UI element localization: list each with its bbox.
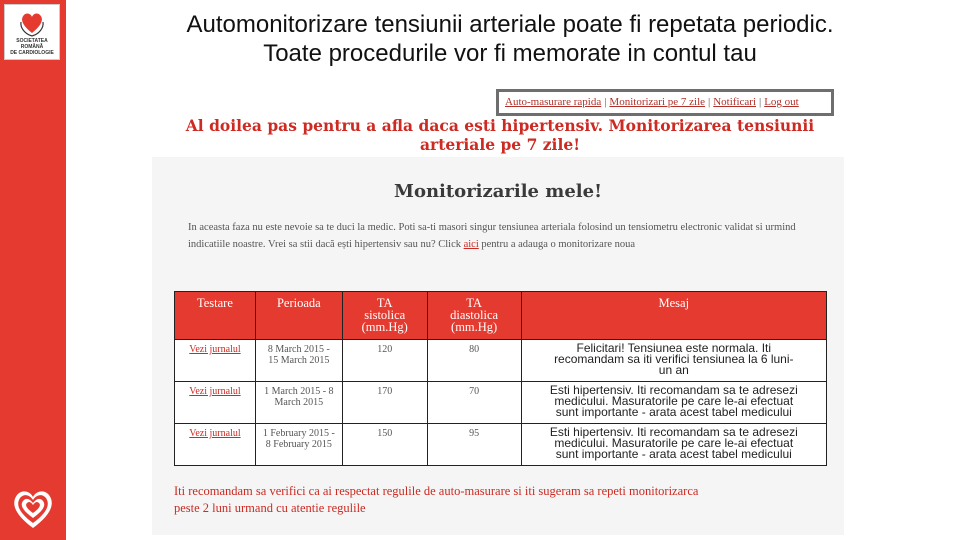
heart-hands-icon <box>17 8 47 38</box>
period-cell <box>255 382 342 424</box>
nav-link-log-out[interactable]: Log out <box>764 96 799 108</box>
message-cell <box>521 382 826 424</box>
step-heading-line2: arteriale pe 7 zile! <box>420 135 580 154</box>
intro-text-part1: In aceasta faza nu este nevoie sa te duci la medic. Poti sa-ti masori singur tensiunea arteriala folosind un tensiometru electronic validat si urmind indicatiile noastre. Vrei sa stii dacă ești hipertensiv sau nu? Click <box>188 222 796 250</box>
header-text: diastolica <box>450 308 499 322</box>
table-row <box>175 424 827 466</box>
message-line: Felicitari! Tensiunea este normala. Iti <box>576 341 772 355</box>
nav-separator: | <box>604 96 607 108</box>
nav-link-notifications[interactable]: Notificari <box>713 96 756 108</box>
nav-separator: | <box>708 96 711 108</box>
view-journal-link[interactable]: Vezi jurnalul <box>175 424 256 466</box>
message-line: sunt importante - arata acest tabel medicului <box>555 447 792 461</box>
monitoring-panel <box>152 157 844 535</box>
period-start: 1 March 2015 - 8 <box>264 386 334 397</box>
column-header-perioada: Perioada <box>255 292 342 340</box>
intro-text-part2: pentru a adauga o monitorizare noua <box>478 239 636 250</box>
add-monitoring-link[interactable]: aici <box>463 239 479 250</box>
header-text: TA <box>466 296 482 310</box>
message-line: un an <box>658 363 689 377</box>
concentric-heart-icon <box>3 478 63 538</box>
message-line: medicului. Masuratorile pe care le-ai efectuat <box>554 436 794 450</box>
systolic-cell: 170 <box>342 382 427 424</box>
account-nav <box>496 89 834 116</box>
nav-link-quick-measure[interactable]: Auto-masurare rapida <box>505 96 602 108</box>
view-journal-link[interactable]: Vezi jurnalul <box>175 340 256 382</box>
logo-text-line1: SOCIETATEA ROMÂNĂ <box>16 38 48 50</box>
message-line: sunt importante - arata acest tabel medicului <box>555 405 792 419</box>
column-header-mesaj: Mesaj <box>521 292 826 340</box>
monitoring-table <box>174 291 827 466</box>
advice-line1: Iti recomandam sa verifici ca ai respectat regulile de auto-masurare si iti sugeram sa repeti monitorizarca <box>174 484 699 498</box>
advice-text <box>174 483 834 517</box>
message-line: Esti hipertensiv. Iti recomandam sa te adresezi <box>549 383 798 397</box>
period-end: March 2015 <box>274 397 324 408</box>
table-row <box>175 382 827 424</box>
side-band <box>0 0 66 540</box>
header-text: (mm.Hg) <box>451 320 498 334</box>
period-end: 15 March 2015 <box>268 355 330 366</box>
step-heading-line1: Al doilea pas pentru a afla daca esti hipertensiv. Monitorizarea tensiunii <box>185 116 815 135</box>
table-header-row <box>175 292 827 340</box>
panel-title: Monitorizarile mele! <box>394 181 602 202</box>
table-row <box>175 340 827 382</box>
period-cell <box>255 424 342 466</box>
view-journal-link[interactable]: Vezi jurnalul <box>175 382 256 424</box>
logo-text-line2: DE CARDIOLOGIE <box>10 50 54 56</box>
message-line: Esti hipertensiv. Iti recomandam sa te adresezi <box>549 425 798 439</box>
message-line: medicului. Masuratorile pe care le-ai efectuat <box>554 394 794 408</box>
systolic-cell: 120 <box>342 340 427 382</box>
diastolic-cell: 95 <box>427 424 521 466</box>
nav-separator: | <box>759 96 762 108</box>
header-text: (mm.Hg) <box>361 320 408 334</box>
step-heading <box>170 116 830 154</box>
society-logo <box>4 4 60 60</box>
nav-link-7-day-monitoring[interactable]: Monitorizari pe 7 zile <box>609 96 706 108</box>
slide-title-line1: Automonitorizare tensiunii arteriale poate fi repetata periodic. <box>186 11 834 38</box>
message-cell <box>521 424 826 466</box>
column-header-testare: Testare <box>175 292 256 340</box>
header-text: sistolica <box>364 308 406 322</box>
period-end: 8 February 2015 <box>265 439 332 450</box>
period-start: 8 March 2015 - <box>267 344 330 355</box>
systolic-cell: 150 <box>342 424 427 466</box>
diastolic-cell: 70 <box>427 382 521 424</box>
period-start: 1 February 2015 - <box>262 428 335 439</box>
slide-title <box>70 10 950 68</box>
column-header-diastolic <box>427 292 521 340</box>
slide-title-line2: Toate procedurile vor fi memorate in contul tau <box>263 40 757 67</box>
diastolic-cell: 80 <box>427 340 521 382</box>
header-text: TA <box>376 296 393 310</box>
advice-line2: peste 2 luni urmand cu atentie regulile <box>174 501 366 515</box>
intro-text <box>188 219 828 253</box>
column-header-systolic <box>342 292 427 340</box>
period-cell <box>255 340 342 382</box>
message-cell <box>521 340 826 382</box>
message-line: recomandam sa iti verifici tensiunea la 6 luni- <box>554 352 794 366</box>
